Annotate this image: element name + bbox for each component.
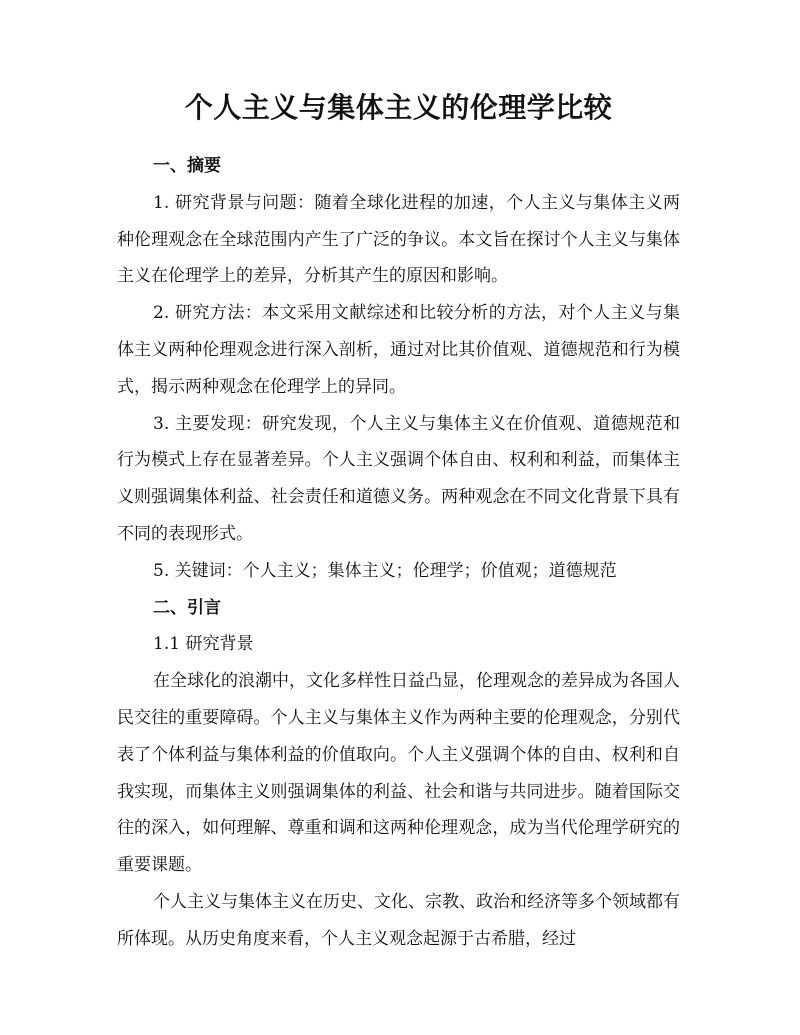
- intro-paragraph-2: 个人主义与集体主义在历史、文化、宗教、政治和经济等多个领域都有所体现。从历史角度来看，个人主义观念起源于古希腊，经过: [117, 891, 680, 949]
- abstract-paragraph-method: 2. 研究方法：本文采用文献综述和比较分析的方法，对个人主义与集体主义两种伦理观念进行深入剖析，通过对比其价值观、道德规范和行为模式，揭示两种观念在伦理学上的异同。: [117, 303, 680, 397]
- document-title: 个人主义与集体主义的伦理学比较: [184, 91, 613, 124]
- abstract-paragraph-background: 1. 研究背景与问题：随着全球化进程的加速，个人主义与集体主义两种伦理观念在全球范围内产生了广泛的争议。本文旨在探讨个人主义与集体主义在伦理学上的差异，分析其产生的原因和影响。: [117, 192, 680, 287]
- abstract-paragraph-findings: 3. 主要发现：研究发现，个人主义与集体主义在价值观、道德规范和行为模式上存在显著差异。个人主义强调个体自由、权利和利益，而集体主义则强调集体利益、社会责任和道德义务。两种观念在不同文化背景下具有不同的表现形式。: [117, 413, 680, 544]
- subsection-heading-background: 1.1 研究背景: [153, 634, 254, 655]
- abstract-paragraph-keywords: 5. 关键词：个人主义；集体主义；伦理学；价值观；道德规范: [153, 560, 617, 581]
- intro-paragraph-1: 在全球化的浪潮中，文化多样性日益凸显，伦理观念的差异成为各国人民交往的重要障碍。个人主义与集体主义作为两种主要的伦理观念，分别代表了个体利益与集体利益的价值取向。个人主义强调个体的自由、权利和自我实现，而集体主义则强调集体的利益、社会和谐与共同进步。随着国际交往的深入，如何理解、尊重和调和这两种伦理观念，成为当代伦理学研究的重要课题。: [117, 671, 680, 876]
- section-heading-introduction: 二、引言: [153, 597, 221, 618]
- section-heading-abstract: 一、摘要: [153, 156, 221, 176]
